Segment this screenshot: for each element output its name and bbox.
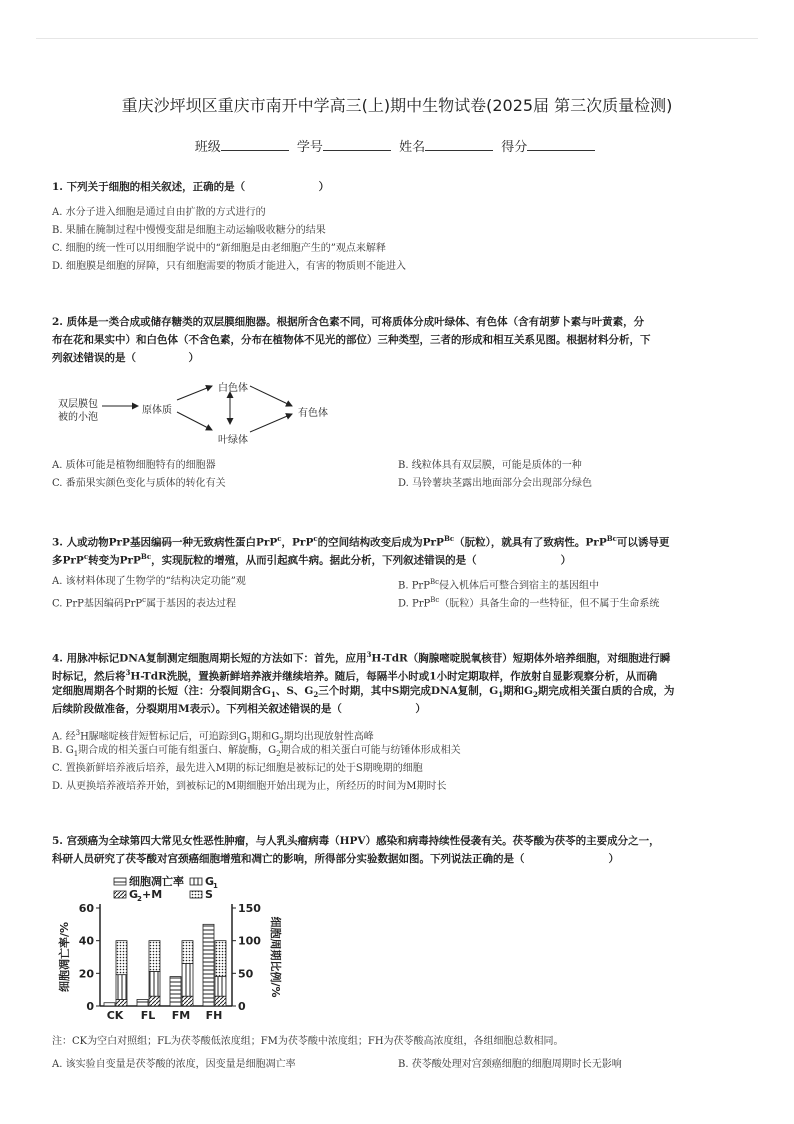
page-title: 重庆沙坪坝区重庆市南开中学高三(上)期中生物试卷(2025届 第三次质量检测) [121, 96, 673, 115]
q4-option-d[interactable]: D. 从更换培养液培养开始，到被标记的M期细胞开始出现为止，所经历的时间为M期时长 [52, 781, 447, 792]
score-field[interactable] [527, 138, 595, 151]
q3-sup: c [142, 596, 147, 604]
legend-swatch-apoptosis [114, 878, 126, 885]
q4-sub: 1 [498, 690, 504, 700]
q3-stem-part: ，PrP [281, 536, 314, 549]
student-number-field[interactable] [323, 138, 391, 151]
q4-sup: 3 [125, 668, 131, 677]
q3-sup: Bc [606, 534, 617, 543]
q4-sup: 3 [75, 729, 81, 737]
q3-opt-part: B. PrP [398, 580, 430, 592]
legend-label-g1-sub: 1 [213, 882, 218, 890]
q4-sub: 2 [533, 690, 538, 700]
score-label: 得分 [501, 140, 528, 155]
q4-sub: 1 [246, 736, 252, 745]
q1-option-c[interactable]: C. 细胞的统一性可以用细胞学说中的“新细胞是由老细胞产生的”观点来解释 [52, 243, 386, 254]
q3-sup: c [277, 534, 282, 543]
arrow-proplastid-to-leucoplast [177, 386, 212, 400]
q3-opt-part: 属于基因的表达过程 [146, 598, 237, 610]
bar-g2m-FL [149, 996, 160, 1006]
legend-swatch-g1 [190, 878, 202, 885]
bar-g1-FL [149, 971, 160, 996]
q3-option-d[interactable] [398, 591, 659, 613]
bar-apoptosis-CK [104, 1003, 115, 1006]
q4-opt-part: 期合成的相关蛋白可能有组蛋白、解旋酶，G [78, 745, 277, 756]
legend-label-g1: G [205, 875, 215, 888]
q3-sup: Bc [443, 534, 455, 543]
q3-option-a[interactable]: A. 该材料体现了生物学的“结构决定功能”观 [52, 576, 246, 587]
q3-stem-part: 转变为PrP [88, 554, 141, 567]
q5-option-b[interactable]: B. 茯苓酸处理对宫颈癌细胞的细胞周期时长无影响 [398, 1059, 622, 1070]
q4-stem-part: 期和G [503, 685, 534, 697]
q4-option-c[interactable]: C. 置换新鲜培养液后培养，最先进入M期的标记细胞是被标记的处于S期晚期的细胞 [52, 763, 423, 774]
bar-g2m-FM [182, 996, 193, 1006]
q3-opt-part: （朊粒）具备生命的一些特征，但不属于生命系统 [439, 598, 660, 610]
arrow-chloroplast-to-chromoplast [250, 414, 292, 432]
bar-g2m-CK [116, 999, 127, 1006]
legend-swatch-s [190, 891, 202, 898]
q1-option-d[interactable]: D. 细胞膜是细胞的屏障，只有细胞需要的物质才能进入，有害的物质则不能进入 [52, 261, 407, 272]
bar-apoptosis-FH [203, 924, 214, 1006]
q4-stem-part: 4. 用脉冲标记DNA复制测定细胞周期长短的方法如下：首先，应用 [52, 652, 367, 665]
q1-option-a[interactable]: A. 水分子进入细胞是通过自由扩散的方式进行的 [52, 207, 266, 218]
legend-label-g2m-sub: 2 [137, 895, 142, 903]
q3-opt-part: 侵入机体后可整合到宿主的基因组中 [439, 580, 600, 592]
q4-stem-part: 定细胞周期各个时期的长短（注：分裂间期含G [52, 685, 271, 697]
x-tick-label: FM [171, 1009, 191, 1022]
q4-opt-part: 期均出现放射性高峰 [283, 731, 374, 743]
chloroplast-label: 叶绿体 [218, 435, 248, 446]
chart-bars [104, 924, 226, 1006]
q4-stem-part: 期完成相关蛋白质的合成，为 [537, 685, 675, 697]
question-5-stem-line2: 科研人员研究了茯苓酸对宫颈癌细胞增殖和凋亡的影响，所得部分实验数据如图。下列说法正确的是（ ） [52, 853, 619, 865]
q3-opt-part: D. PrP [398, 598, 431, 610]
bar-s-FM [182, 941, 193, 964]
class-label: 班级 [194, 140, 221, 155]
q4-opt-part: H脲嘧啶核苷短暂标记后，可追踪到G [80, 731, 247, 743]
q4-sub: 2 [276, 750, 281, 758]
q4-sub: 1 [73, 750, 79, 758]
q3-stem-part: 的空间结构改变后成为PrP [317, 536, 444, 549]
plastid-diagram [52, 376, 352, 446]
q2-option-b[interactable]: B. 线粒体具有双层膜，可能是质体的一种 [398, 460, 582, 471]
q4-opt-part: B. G [52, 745, 74, 756]
q4-stem-part: 时标记，然后将 [52, 670, 126, 683]
x-tick-label: FL [140, 1009, 156, 1022]
bar-g1-FH [215, 977, 226, 997]
q4-opt-part: 期和G [251, 731, 280, 743]
q4-sub: 2 [313, 690, 319, 700]
q2-option-a[interactable]: A. 质体可能是植物细胞特有的细胞器 [52, 460, 216, 471]
top-divider [36, 38, 758, 39]
bar-s-FH [215, 941, 226, 977]
legend-label-s: S [205, 888, 213, 901]
y-axis-title: 细胞凋亡率/% [58, 921, 71, 993]
bar-apoptosis-FL [137, 999, 148, 1006]
legend-label-apoptosis: 细胞凋亡率 [129, 875, 184, 888]
student-number-label: 学号 [296, 140, 323, 155]
right-tick-label: 0 [238, 1000, 246, 1013]
q3-sup: c [83, 552, 89, 561]
q5-chart-note: 注：CK为空白对照组；FL为茯苓酸低浓度组；FM为茯苓酸中浓度组；FH为茯苓酸高浓度组，各组细胞总数相同。 [52, 1036, 564, 1047]
q3-stem-part: 3. 人或动物PrP基因编码一种无致病性蛋白PrP [52, 536, 278, 549]
leucoplast-label: 白色体 [218, 383, 248, 394]
name-label: 姓名 [399, 140, 426, 155]
bar-apoptosis-FM [170, 977, 181, 1006]
question-1-stem: 1. 下列关于细胞的相关叙述，正确的是（ ） [52, 181, 330, 193]
bar-g1-FM [182, 964, 193, 997]
chromoplast-label: 有色体 [298, 408, 328, 419]
chart-legend [114, 874, 218, 903]
q4-sup: 3 [366, 650, 372, 659]
question-4-stem-line4: 后续阶段做准备，分裂期用M表示）。下列相关叙述错误的是（ ） [52, 703, 426, 715]
q3-stem-part: ，实现朊粒的增殖，从而引起疯牛病。据此分析，下列叙述错误的是（ ） [151, 554, 572, 567]
right-tick-label: 50 [238, 967, 254, 981]
q2-option-d[interactable]: D. 马铃薯块茎露出地面部分会出现部分绿色 [398, 478, 593, 489]
q3-sup: Bc [140, 552, 152, 561]
q4-stem-part: 三个时期，其中S期完成DNA复制，G [318, 685, 499, 697]
q1-option-b[interactable]: B. 果脯在腌制过程中慢慢变甜是细胞主动运输吸收糖分的结果 [52, 225, 326, 236]
legend-label-g2m-suffix: +M [142, 888, 163, 901]
q3-opt-part: C. PrP基因编码PrP [52, 598, 143, 610]
student-info-line [0, 136, 794, 155]
legend-swatch-g2m [114, 891, 126, 898]
q4-stem-part: H-TdR（胸腺嘧啶脱氧核苷）短期体外培养细胞，对细胞进行瞬 [371, 652, 671, 665]
q3-sup: Bc [430, 596, 440, 604]
q4-opt-part: 期合成的相关蛋白可能与纺锤体形成相关 [280, 745, 461, 756]
left-tick-label: 20 [78, 967, 94, 981]
q3-option-c[interactable] [52, 591, 236, 613]
name-field[interactable] [425, 138, 493, 151]
x-tick-label: CK [106, 1009, 124, 1022]
right-tick-label: 100 [238, 934, 261, 948]
arrow-leucoplast-to-chromoplast [250, 386, 292, 406]
q3-stem-part: 多PrP [52, 554, 84, 567]
left-tick-label: 40 [78, 934, 94, 948]
q3-stem-part: （朊粒），就具有了致病性。PrP [454, 536, 607, 549]
vesicle-label-line2: 被的小泡 [58, 412, 98, 423]
q4-stem-part: 、S、G [275, 685, 314, 697]
proplastid-label: 原体质 [142, 405, 172, 416]
bar-g2m-FH [215, 996, 226, 1006]
right-tick-label: 150 [238, 902, 261, 915]
q3-sup: Bc [429, 578, 440, 586]
x-tick-label: FH [205, 1009, 223, 1022]
question-3-stem-line2 [52, 546, 742, 572]
left-tick-label: 0 [86, 1000, 94, 1013]
legend-label-g2m: G [129, 888, 139, 901]
left-tick-label: 60 [78, 902, 94, 915]
bar-s-FL [149, 941, 160, 972]
question-2-stem-line3: 列叙述错误的是（ ） [52, 352, 199, 364]
q4-stem-part: H-TdR洗脱，置换新鲜培养液并继续培养。随后，每隔半小时或1小时定期取样，作放射自显影观察分析，从而确 [130, 670, 658, 683]
arrow-proplastid-to-chloroplast [177, 412, 212, 430]
q4-sub: 2 [279, 736, 284, 745]
apoptosis-cell-cycle-chart [56, 872, 296, 1024]
question-5-stem-line1: 5. 宫颈癌为全球第四大常见女性恶性肿瘤，与人乳头瘤病毒（HPV）感染和病毒持续性侵袭有关。茯苓酸为茯苓的主要成分之一， [52, 835, 660, 847]
vesicle-label-line1: 双层膜包 [58, 399, 98, 410]
y2-axis-title: 细胞周期比例/% [269, 916, 282, 998]
bar-s-CK [116, 941, 127, 975]
bar-g1-CK [116, 975, 127, 1000]
question-2-stem-line2: 布在花和果实中）和白色体（不含色素，分布在植物体不见光的部位）三种类型，三者的形成和相互关系见图。根据材料分析，下 [52, 334, 651, 346]
question-2-stem-line1: 2. 质体是一类合成或储存糖类的双层膜细胞器。根据所含色素不同，可将质体分成叶绿体、有色体（含有胡萝卜素与叶黄素，分 [52, 316, 645, 328]
q4-sub: 1 [270, 690, 276, 700]
class-field[interactable] [221, 138, 289, 151]
q3-stem-part: 可以诱导更 [616, 536, 670, 549]
q3-sup: c [313, 534, 318, 543]
q5-option-a[interactable]: A. 该实验自变量是茯苓酸的浓度，因变量是细胞凋亡率 [52, 1059, 296, 1070]
q4-opt-part: A. 经 [52, 731, 76, 743]
q2-option-c[interactable]: C. 番茄果实颜色变化与质体的转化有关 [52, 478, 226, 489]
